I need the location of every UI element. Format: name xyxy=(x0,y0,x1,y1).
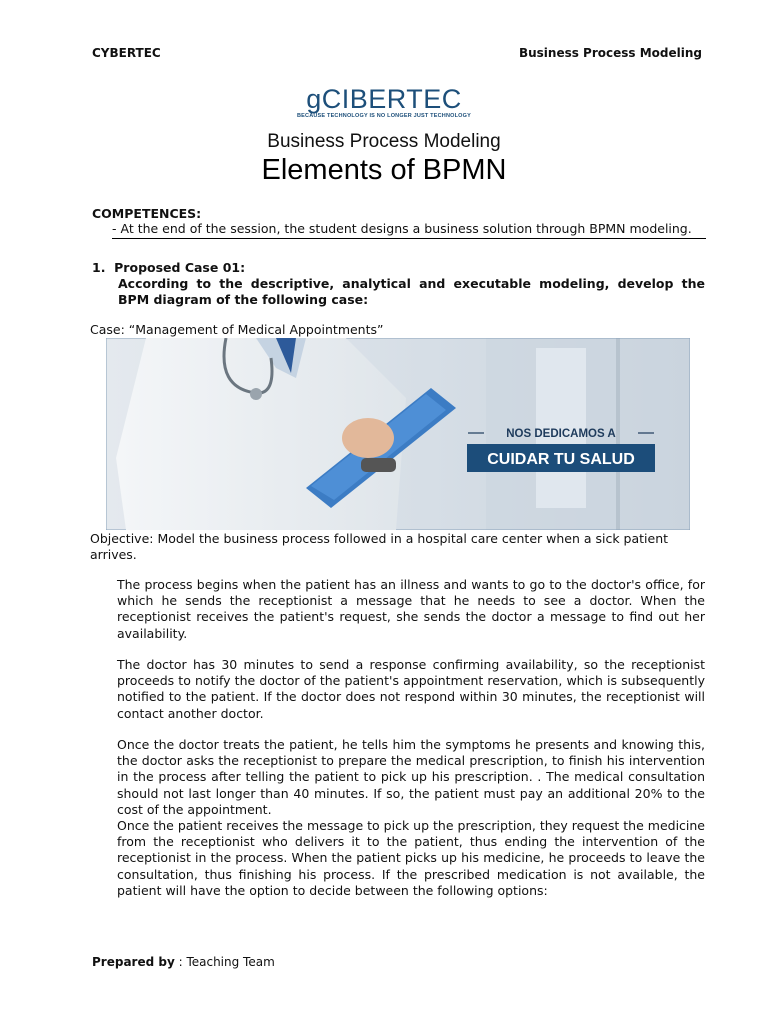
paragraph-3: Once the doctor treats the patient, he tells him the symptoms he presents and knowing this, the doctor asks the receptionist to prepare the medical prescription, to finish his intervention in the process after telling the patient to pick up his prescription. . The medical consultation should not last longer than 40 minutes. If so, the patient must pay an additional 20% to the cost of the appointment. xyxy=(117,737,705,817)
objective-text: Objective: Model the business process followed in a hospital care center when a sick patient arrives. xyxy=(90,531,669,562)
logo-main: gCIBERTEC xyxy=(306,84,462,114)
section-text: According to the descriptive, analytical and executable modeling, develop the BPM diagram of the following case: xyxy=(118,276,705,307)
footer-label: Prepared by xyxy=(92,955,175,969)
document-title: Elements of BPMN xyxy=(261,154,507,186)
doctor-illustration xyxy=(106,338,690,530)
logo-tagline: BECAUSE TECHNOLOGY IS NO LONGER JUST TECHNOLOGY xyxy=(296,113,471,119)
paragraph-4: Once the patient receives the message to pick up the prescription, they request the medicine from the receptionist who delivers it to the patient, thus ending the intervention of the receptionist in the process. When the patient picks up his medicine, he proceeds to leave the consultation, thus finishing his process. If the prescribed medication is not available, the patient will have the option to decide between the following options: xyxy=(117,818,705,898)
footer-separator: : xyxy=(174,955,187,969)
paragraph-1: The process begins when the patient has an illness and wants to go to the doctor's office, for which he sends the receptionist a message that he needs to see a doctor. When the receptionist receives the patient's request, she sends the doctor a message to find out her availability. xyxy=(117,577,705,641)
banner-line2: CUIDAR TU SALUD xyxy=(487,451,635,468)
header-left: CYBERTEC xyxy=(92,46,161,60)
course-title: Business Process Modeling xyxy=(267,131,501,152)
footer-value: Teaching Team xyxy=(186,955,275,969)
banner-image xyxy=(106,338,690,530)
paragraph-2: The doctor has 30 minutes to send a response confirming availability, so the receptionist proceeds to notify the doctor of the patient's appointment reservation, which is subsequently notified to the patient. If the doctor does not respond within 30 minutes, the receptionist will contact another doctor. xyxy=(117,657,705,721)
header-right: Business Process Modeling xyxy=(518,46,702,60)
footer xyxy=(92,955,275,969)
banner-line1: NOS DEDICAMOS A xyxy=(506,428,616,440)
competences-heading: COMPETENCES: xyxy=(92,206,202,221)
section-heading: 1. Proposed Case 01: xyxy=(92,260,246,275)
logo xyxy=(0,84,768,119)
case-label: Case: “Management of Medical Appointments” xyxy=(90,322,384,337)
competences-text: - At the end of the session, the student designs a business solution through BPMN modeling. xyxy=(112,221,706,239)
